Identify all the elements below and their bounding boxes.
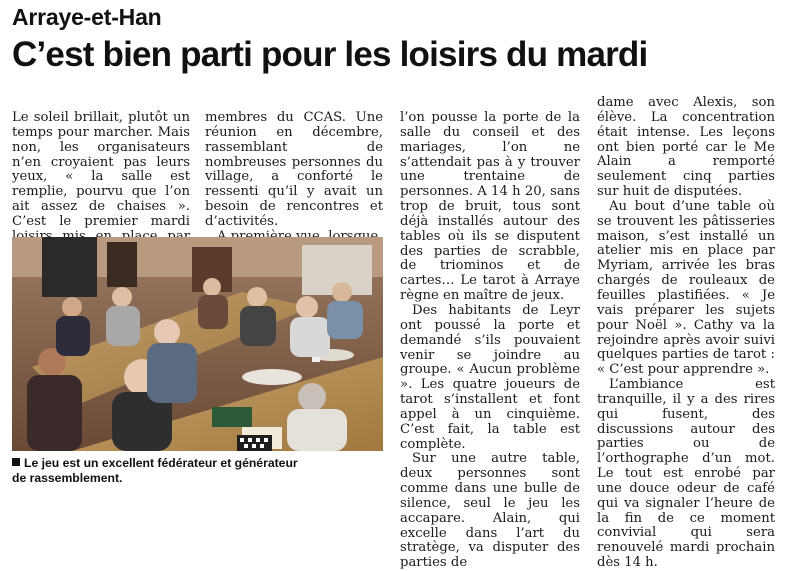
- caption-text: Le jeu est un excellent fédérateur et générateur de rassemblement.: [12, 456, 298, 485]
- headline: C’est bien parti pour les loisirs du mardi: [12, 35, 648, 74]
- paragraph: Des habitants de Leyr ont poussé la porte et demandé s’ils pouvaient venir se joindre au groupe. « Aucun problème ». Les quatre joueurs de tarot s’installent et font appel à un cinquième. C’est fait, la table est complète.: [400, 302, 580, 452]
- kicker-location: Arraye-et-Han: [12, 4, 162, 30]
- article-column-4: [597, 96, 775, 571]
- square-bullet-icon: [12, 458, 20, 466]
- paragraph: l’on pousse la porte de la salle du conseil et des mariages, l’on ne s’attendait pas à y trouver une trentaine de personnes. A 14 h 20, sans trop de bruit, tous sont déjà installés autour des tables où ils se disputent des parties de scrabble, de triominos et de cartes… Le tarot à Arraye règne en maître de jeux.: [400, 110, 580, 304]
- photo-caption: [12, 456, 312, 486]
- paragraph: Le soleil brillait, plutôt un temps pour marcher. Mais non, les organisateurs n’en croyaient pas leurs yeux, « la salle est remplie, pourvu que l’on ait assez de chaises ». C’est le premier mardi: [12, 110, 190, 229]
- article-photo: [12, 237, 383, 451]
- paragraph: Au bout d’une table où se trouvent les pâtisseries maison, s’est installé un atelier mis en place par Myriam, arrivée les bras chargés de rouleaux de feuilles plastifiées. « Je vais préparer les sujets pour Noël ». Cathy va la rejoindre après avoir suivi quelques parties de tarot : « C’est pour apprendre ».: [597, 198, 775, 378]
- paragraph: membres du CCAS. Une réunion en décembre, rassemblant de nombreuses personnes du village, a conforté le ressenti qu’il y avait un besoin de rencontres et d’activités.: [205, 110, 383, 229]
- paragraph: dame avec Alexis, son élève. La concentration était intense. Les leçons ont bien porté car le Me Alain a remporté seulement cinq parties sur huit de disputées.: [597, 95, 775, 200]
- article-column-3: [400, 111, 580, 571]
- photo-scene: [12, 237, 383, 451]
- article-column-2: [205, 111, 383, 245]
- paragraph: L’ambiance est tranquille, il y a des rires qui fusent, des discussions autour des parties ou de l’orthographe d’un mot. Le tout est enrobé par une douce odeur de café qui va signaler l’heure de la fin de ce moment convivial qui sera renouvelé mardi prochain dès 14 h.: [597, 377, 775, 571]
- paragraph: Sur une autre table, deux personnes sont comme dans une bulle de silence, seul le jeu les accapare. Alain, qui excelle dans l’art du stratège, va disputer des parties de: [400, 451, 580, 571]
